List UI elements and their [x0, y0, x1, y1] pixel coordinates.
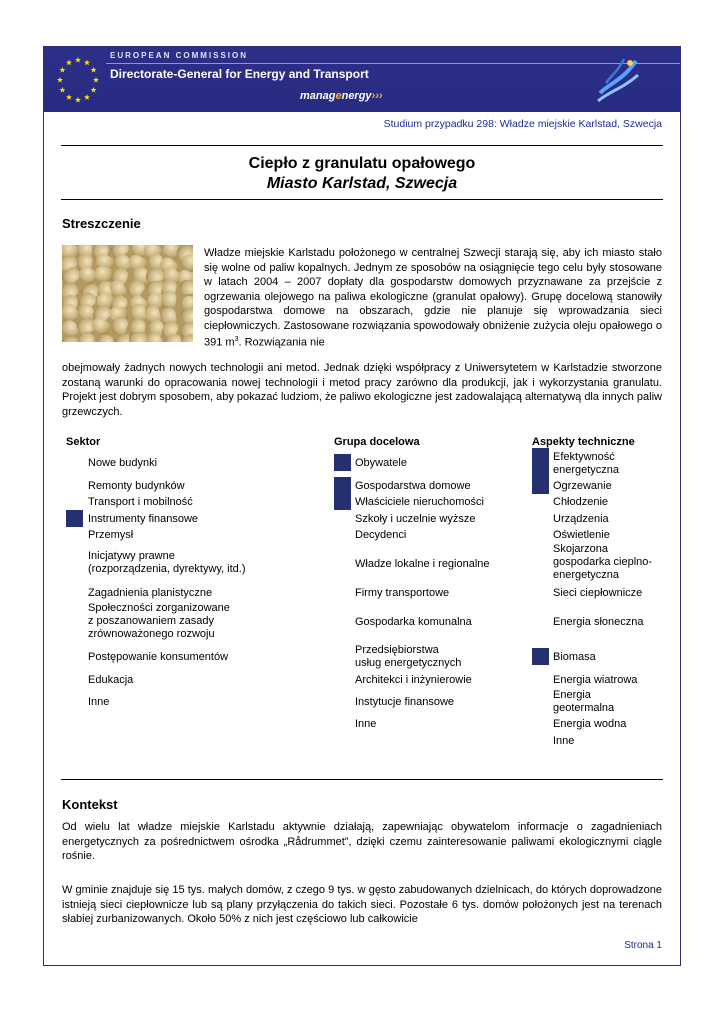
divider-context	[61, 779, 663, 780]
sector-item: Inicjatywy prawne (rozporządzenia, dyrektywy, itd.)	[88, 550, 246, 575]
technical-aspect-item: Energia wiatrowa	[553, 674, 638, 686]
dg-energy-logo-icon	[592, 53, 642, 107]
summary-text: Władze miejskie Karlstadu położonego w centralnej Szwecji starają się, aby ich miasto stało się wolne od paliw kopalnych. Jednym ze sposobów na osiągnięcie tego celu były stosowane w latach 2004 – 2007 dopłaty dla gospodarstw domowych przyznawane za przejście z ogrzewania olejowego na paliwa ekologiczne (granulat opałowy). Grupę docelową stanowiły gospodarstwa domowe na obszarach, gdzie nie planuje się wprowadzania sieci ciepłowniczych. Zastosowane rozwiązania spowodowały obniżenie zużycia oleju opałowego o 391 $m^3$. Rozwiązania nie	[204, 247, 662, 349]
eu-stars-icon	[54, 53, 102, 107]
target-group-item: Gospodarstwa domowe	[355, 480, 471, 492]
target-group-selected-marker	[334, 477, 351, 494]
target-group-item: Gospodarka komunalna	[355, 616, 472, 628]
target-group-item: Obywatele	[355, 457, 407, 469]
summary-heading: Streszczenie	[62, 216, 141, 231]
target-group-item: Inne	[355, 718, 377, 730]
technical-aspect-selected-marker	[532, 477, 549, 494]
technical-aspect-item: Ogrzewanie	[553, 480, 612, 492]
sector-selected-marker	[66, 510, 83, 527]
target-group-selected-marker	[334, 493, 351, 510]
divider-title	[61, 199, 663, 200]
header-banner	[44, 47, 680, 112]
page-title: Ciepło z granulatu opałowego	[248, 155, 476, 172]
target-group-item: Firmy transportowe	[355, 587, 450, 599]
sector-item: Zagadnienia planistyczne	[88, 587, 213, 599]
context-paragraph-1: Od wielu lat władze miejskie Karlstadu aktywnie działają, zapewniając obywatelom informacje o zagadnieniach energetycznych za pośrednictwem ośrodka „Rådrummet”, dzięki czemu zainteresowanie paliwami ekologicznymi ciągle rośnie.	[62, 821, 662, 862]
sector-item: Przemysł	[88, 529, 134, 541]
managenergy-logo: managenergy›››	[300, 90, 383, 102]
technical-aspect-selected-marker	[532, 648, 549, 665]
summary-text-continued: obejmowały żadnych nowych technologii ani metod. Jednak dzięki współpracy z Uniwersytetem w Karlstadzie stworzone zostaną warunki do opracowania nowej technologii i metod pracy zarówno dla produkcji, jak i wykorzystania granulatu. Projekt jest dobrym sposobem, aby pokazać ludziom, że paliwo ekologiczne jest zadowalającą alternatywą dla innych paliw grzewczych.	[62, 362, 662, 418]
sector-item: Inne	[88, 696, 110, 708]
technical-aspect-item: Energia słoneczna	[553, 616, 644, 628]
target-group-item: Architekci i inżynierowie	[355, 674, 472, 686]
sector-item: Nowe budynki	[88, 457, 158, 469]
sector-item: Instrumenty finansowe	[88, 513, 199, 525]
target-group-selected-marker	[334, 454, 351, 471]
technical-aspect-item: Oświetlenie	[553, 529, 610, 541]
context-paragraph-2: W gminie znajduje się 15 tys. małych domów, z czego 9 tys. w gęsto zabudowanych dzielnicach, do których doprowadzone istnieją sieci ciepłownicze lub są plany przyłączenia do takich sieci. Pozostałe 6 tys. domów położonych jest na terenach słabiej zurbanizowanych. Około 50% z nich jest częściowo lub całkowicie	[62, 884, 662, 925]
sector-item: Remonty budynków	[88, 480, 185, 492]
technical-aspect-item: Energia geotermalna	[553, 689, 615, 714]
target-group-item: Właściciele nieruchomości	[355, 496, 484, 508]
target-group-item: Szkoły i uczelnie wyższe	[355, 513, 476, 525]
technical-aspect-item: Energia wodna	[553, 718, 627, 730]
technical-aspect-item: Sieci ciepłownicze	[553, 587, 643, 599]
commission-label: EUROPEAN COMMISSION	[110, 51, 249, 60]
target-group-item: Decydenci	[355, 529, 407, 541]
technical-aspect-item: Inne	[553, 735, 575, 747]
technical-aspects-heading: Aspekty techniczne	[532, 436, 635, 448]
case-study-reference: Studium przypadku 298: Władze miejskie Karlstad, Szwecja	[383, 118, 662, 130]
technical-aspect-item: Efektywność energetyczna	[553, 451, 620, 476]
target-group-item: Instytucje finansowe	[355, 696, 455, 708]
sector-item: Postępowanie konsumentów	[88, 651, 229, 663]
divider-top	[61, 145, 663, 146]
technical-aspect-item: Chłodzenie	[553, 496, 609, 508]
page-subtitle: Miasto Karlstad, Szwecja	[266, 175, 458, 192]
sector-heading: Sektor	[66, 436, 101, 448]
target-group-item: Władze lokalne i regionalne	[355, 558, 490, 570]
technical-aspect-selected-marker	[532, 448, 549, 478]
page-number: Strona 1	[624, 940, 662, 951]
pellets-photo	[62, 245, 193, 342]
context-heading: Kontekst	[62, 797, 118, 812]
sector-item: Transport i mobilność	[88, 496, 193, 508]
target-group-item: Przedsiębiorstwa usług energetycznych	[355, 644, 462, 669]
directorate-label: Directorate-General for Energy and Transport	[110, 67, 369, 81]
target-group-heading: Grupa docelowa	[334, 436, 420, 448]
technical-aspect-item: Urządzenia	[553, 513, 609, 525]
sector-item: Społeczności zorganizowane z poszanowaniem zasady zrównoważonego rozwoju	[88, 602, 230, 640]
technical-aspect-item: Biomasa	[553, 651, 596, 663]
technical-aspect-item: Skojarzona gospodarka cieplno- energetyczna	[553, 543, 653, 581]
sector-item: Edukacja	[88, 674, 134, 686]
